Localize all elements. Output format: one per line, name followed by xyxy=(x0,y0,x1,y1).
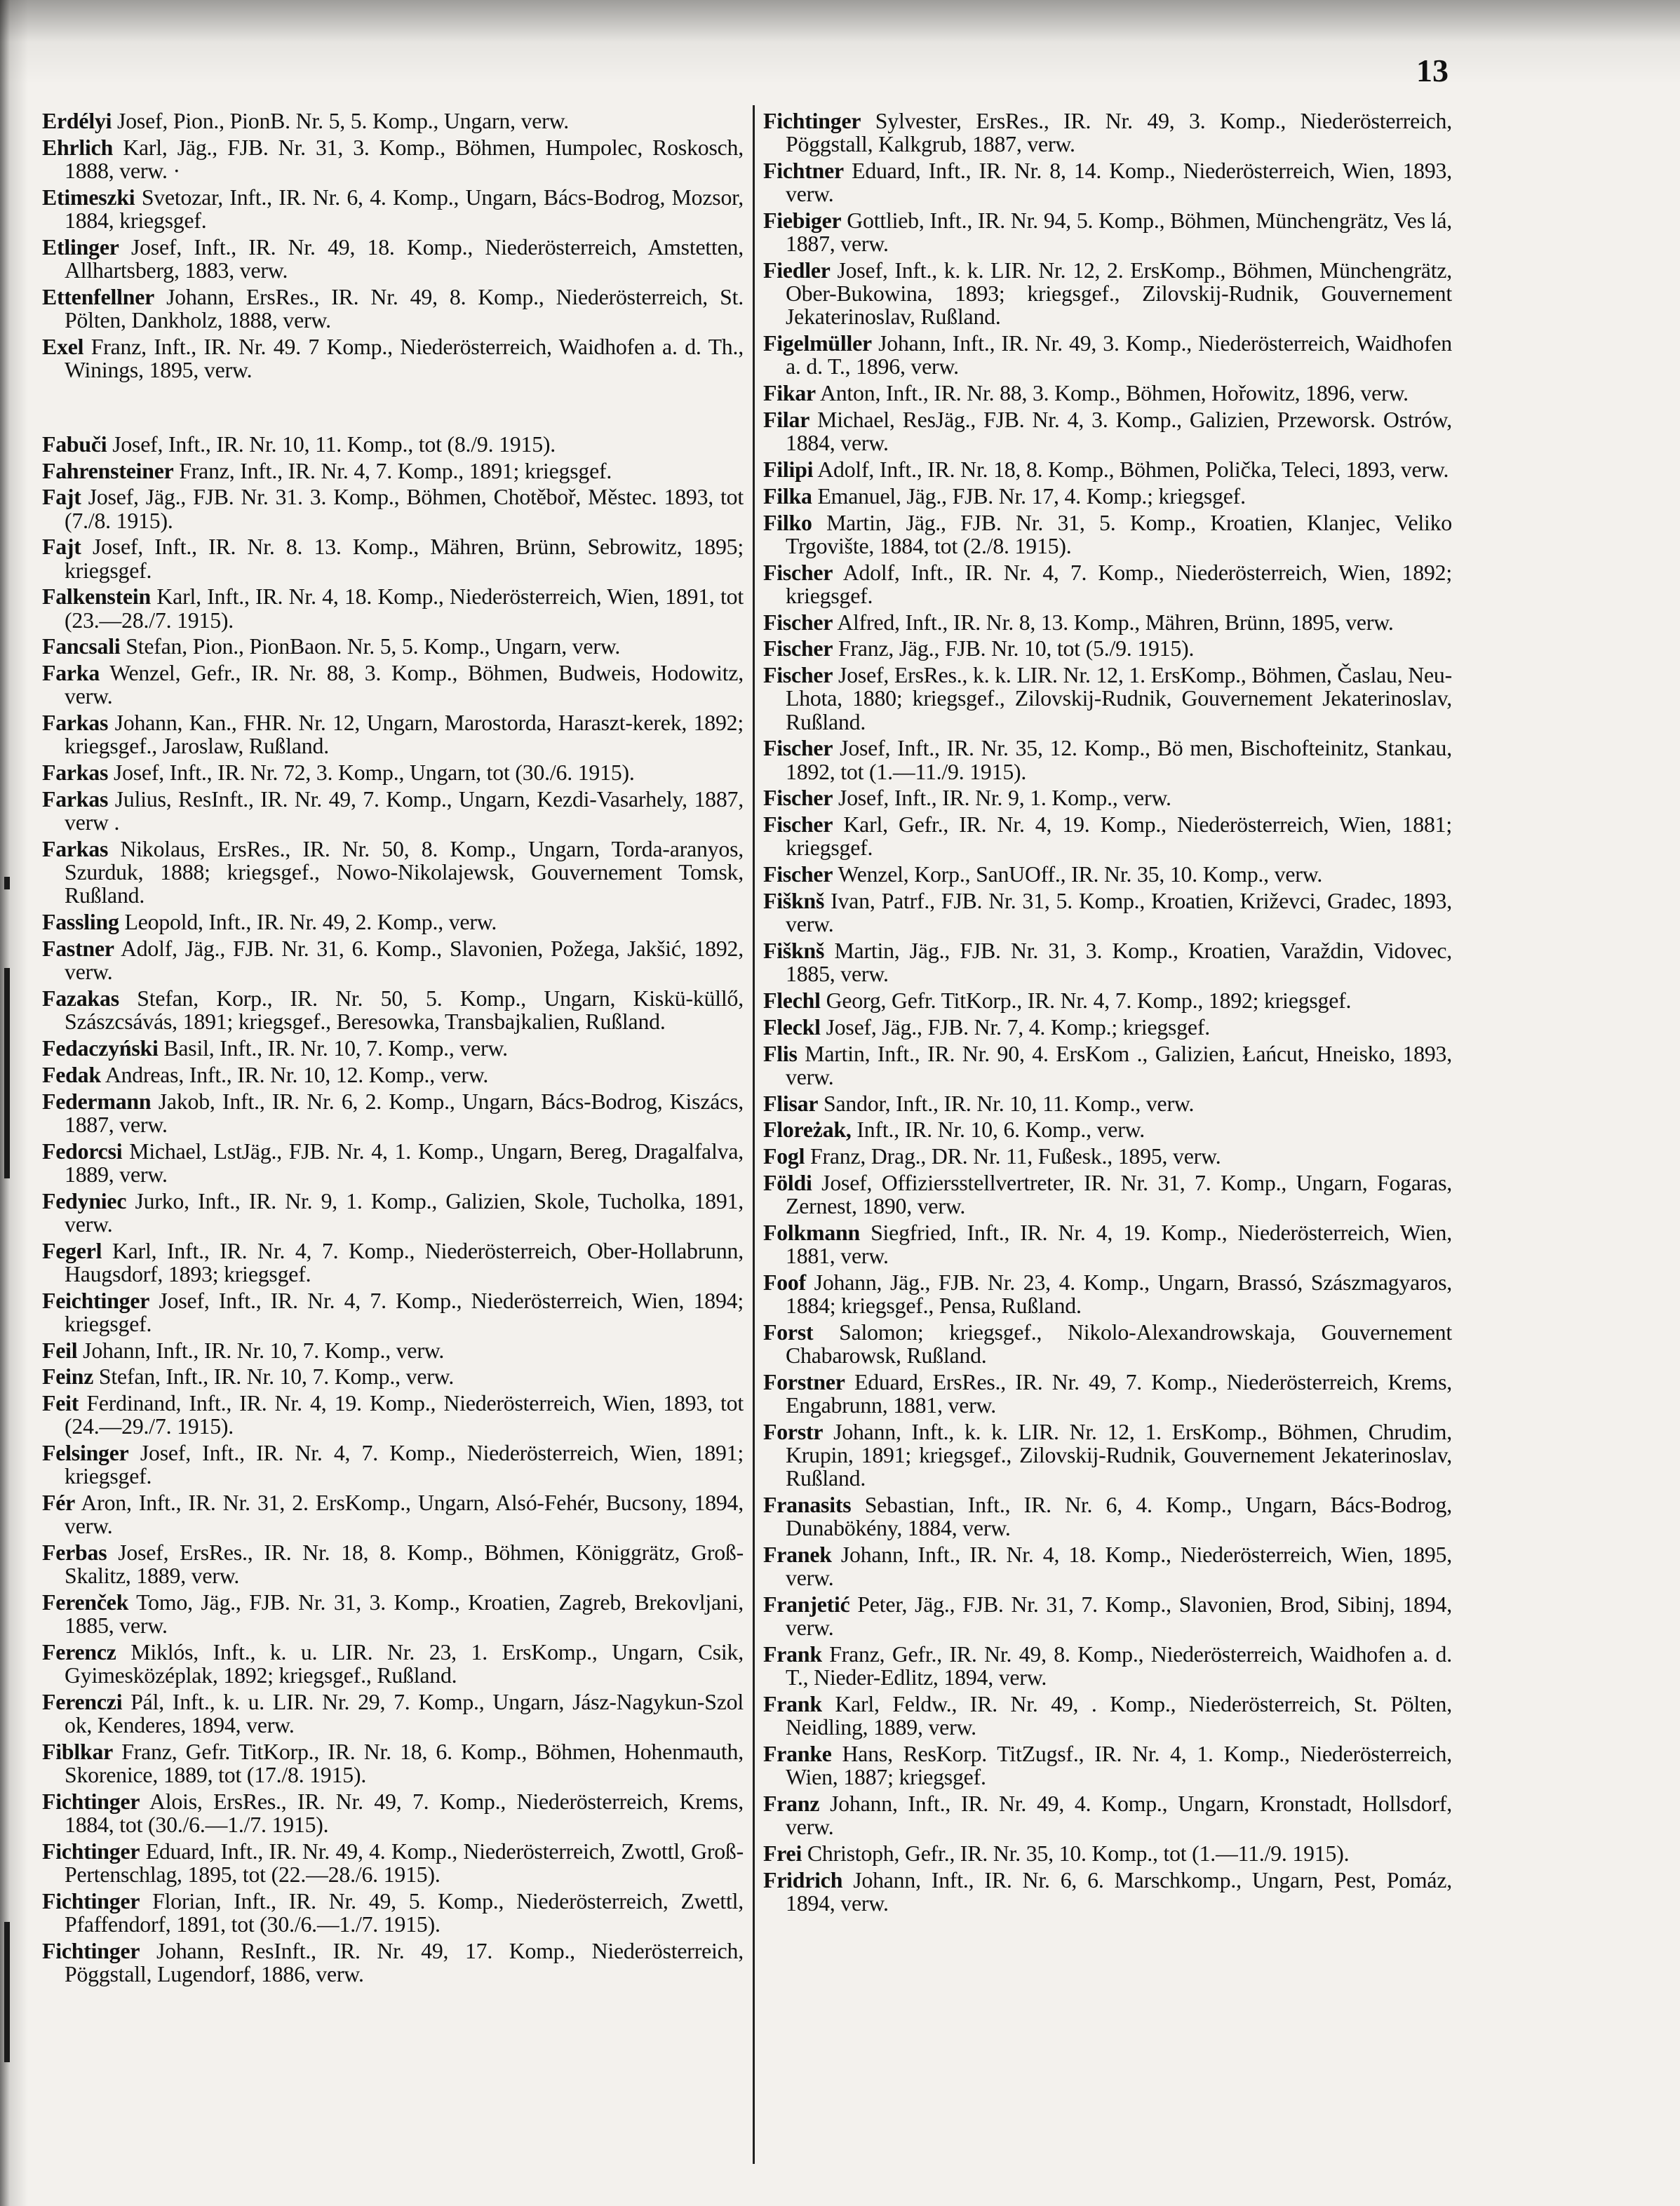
register-entry xyxy=(763,1792,1452,1838)
entry-details: Svetozar, Inft., IR. Nr. 6, 4. Komp., Ungarn, Bács-Bodrog, Mozsor, 1884, kriegsgef. xyxy=(65,184,744,233)
register-entry xyxy=(763,939,1452,986)
entry-surname: Fišknš xyxy=(763,888,825,913)
register-entry xyxy=(763,1092,1452,1115)
entry-surname: Fiedler xyxy=(763,258,831,283)
entry-details: Jakob, Inft., IR. Nr. 6, 2. Komp., Ungarn, Bács-Bodrog, Kiszács, 1887, verw. xyxy=(65,1089,744,1137)
register-entry xyxy=(42,1289,744,1336)
entry-details: Johann, Inft., IR. Nr. 49, 3. Komp., Niederösterreich, Waidhofen a. d. T., 1896, verw. xyxy=(786,331,1452,379)
register-entry xyxy=(763,1016,1452,1039)
entry-surname: Ehrlich xyxy=(42,135,114,160)
entry-surname: Fleckl xyxy=(763,1014,821,1040)
entry-details: Leopold, Inft., IR. Nr. 49, 2. Komp., verw. xyxy=(124,910,497,935)
register-entry xyxy=(763,737,1452,783)
entry-surname: Fedyniec xyxy=(42,1188,127,1213)
register-entry xyxy=(42,535,744,581)
entry-details: Josef, Inft., IR. Nr. 4, 7. Komp., Niederösterreich, Wien, 1894; kriegsgef. xyxy=(65,1288,744,1336)
register-entry xyxy=(763,1693,1452,1739)
right-column xyxy=(763,109,1452,1918)
entry-details: Siegfried, Inft., IR. Nr. 4, 19. Komp., Niederösterreich, Wien, 1881, verw. xyxy=(786,1220,1453,1269)
entry-surname: Farkas xyxy=(42,760,109,786)
register-entry xyxy=(42,1591,744,1637)
entry-details: Eduard, Inft., IR. Nr. 8, 14. Komp., Niederösterreich, Wien, 1893, verw. xyxy=(786,159,1453,207)
register-entry xyxy=(42,485,744,532)
register-entry xyxy=(42,1190,744,1236)
entry-surname: Fahrensteiner xyxy=(42,458,174,483)
entry-details: Miklós, Inft., k. u. LIR. Nr. 23, 1. ErsKomp., Ungarn, Csik, Gyimesközéplak, 1892; kriegsgef., Rußland. xyxy=(65,1640,744,1688)
entry-surname: Fichtinger xyxy=(42,1889,140,1914)
register-entry xyxy=(763,813,1452,859)
register-entry xyxy=(763,159,1452,206)
entry-details: Josef, Inft., IR. Nr. 10, 11. Komp., tot (8./9. 1915). xyxy=(112,431,556,457)
entry-surname: Fiblkar xyxy=(42,1740,114,1765)
register-entry xyxy=(42,937,744,983)
entry-details: Johann, Jäg., FJB. Nr. 23, 4. Komp., Ungarn, Brassó, Szászmagyaros, 1884; kriegsgef., Pensa, Rußland. xyxy=(786,1270,1452,1319)
register-entry xyxy=(763,1643,1452,1689)
entry-details: Johann, Inft., IR. Nr. 49, 4. Komp., Ungarn, Kronstadt, Hollsdorf, verw. xyxy=(786,1791,1452,1840)
register-entry xyxy=(42,1840,744,1886)
entry-details: Wenzel, Korp., SanUOff., IR. Nr. 35, 10. Komp., verw. xyxy=(838,862,1323,887)
register-entry xyxy=(763,1221,1452,1267)
entry-surname: Fišknš xyxy=(763,938,825,963)
entry-details: Martin, Jäg., FJB. Nr. 31, 5. Komp., Kroatien, Klanjec, Veliko Trgovište, 1884, tot (2./8. 1915). xyxy=(786,510,1452,558)
register-entry xyxy=(763,1543,1452,1589)
register-entry xyxy=(763,1842,1452,1865)
entry-details: Emanuel, Jäg., FJB. Nr. 17, 4. Komp.; kriegsgef. xyxy=(817,483,1246,509)
entry-details: Josef, Inft., k. k. LIR. Nr. 12, 2. ErsKomp., Böhmen, Münchengrätz, Ober-Bukowina, 1893; kriegsgef., Zilovskij-Rudnik, Gouvernement Jekaterinoslav, Rußland. xyxy=(786,258,1453,330)
register-entry xyxy=(763,1271,1452,1317)
register-entry xyxy=(763,1145,1452,1168)
register-entry xyxy=(763,611,1452,634)
entry-surname: Forst xyxy=(763,1319,814,1345)
entry-surname: Fedorcsi xyxy=(42,1138,123,1164)
entry-surname: Franz xyxy=(763,1791,820,1817)
register-entry xyxy=(42,109,744,133)
entry-details: Josef, Jäg., FJB. Nr. 31. 3. Komp., Böhmen, Chotěboř, Městec. 1893, tot (7./8. 1915). xyxy=(65,485,744,533)
entry-details: Aron, Inft., IR. Nr. 31, 2. ErsKomp., Ungarn, Alsó-Fehér, Bucsony, 1894, verw. xyxy=(65,1491,744,1539)
entry-surname: Frank xyxy=(763,1642,822,1667)
register-entry xyxy=(42,285,744,332)
register-entry xyxy=(42,910,744,934)
entry-surname: Fiebiger xyxy=(763,208,842,233)
entry-surname: Etlinger xyxy=(42,234,119,260)
entry-surname: Fichtinger xyxy=(42,1789,140,1815)
register-entry xyxy=(763,637,1452,660)
entry-surname: Franjetić xyxy=(763,1592,850,1617)
entry-details: Josef, ErsRes., IR. Nr. 18, 8. Komp., Böhmen, Königgrätz, Groß-Skalitz, 1889, verw. xyxy=(65,1540,744,1589)
entry-details: Franz, Inft., IR. Nr. 49. 7 Komp., Niederösterreich, Waidhofen a. d. Th., Winings, 1895, verw. xyxy=(65,334,744,382)
entry-details: Stefan, Inft., IR. Nr. 10, 7. Komp., verw. xyxy=(98,1364,455,1390)
entry-details: Josef, Inft., IR. Nr. 72, 3. Komp., Ungarn, tot (30./6. 1915). xyxy=(113,760,635,786)
entry-details: Johann, Inft., IR. Nr. 4, 18. Komp., Niederösterreich, Wien, 1895, verw. xyxy=(786,1542,1452,1591)
entry-details: Anton, Inft., IR. Nr. 88, 3. Komp., Böhmen, Hořowitz, 1896, verw. xyxy=(819,381,1409,406)
register-entry xyxy=(763,332,1452,378)
entry-details: Basil, Inft., IR. Nr. 10, 7. Komp., verw. xyxy=(163,1035,508,1061)
entry-surname: Flis xyxy=(763,1041,798,1066)
entry-details: Johann, ResInft., IR. Nr. 49, 17. Komp., Niederösterreich, Pöggstall, Lugendorf, 1886, verw. xyxy=(65,1939,744,1987)
entry-details: Ivan, Patrf., FJB. Nr. 31, 5. Komp., Kroatien, Križevci, Gradec, 1893, verw. xyxy=(786,888,1452,937)
entry-details: Michael, LstJäg., FJB. Nr. 4, 1. Komp., Ungarn, Bereg, Dragalfalva, 1889, verw. xyxy=(65,1138,744,1187)
entry-details: Martin, Inft., IR. Nr. 90, 4. ErsKom ., Galizien, Łańcut, Hneisko, 1893, verw. xyxy=(786,1041,1453,1089)
register-entry xyxy=(42,1037,744,1060)
entry-surname: Farkas xyxy=(42,786,109,812)
register-entry xyxy=(42,1365,744,1388)
entry-surname: Fischer xyxy=(763,786,833,811)
register-entry xyxy=(42,1239,744,1286)
entry-surname: Fischer xyxy=(763,812,833,838)
register-entry xyxy=(42,1740,744,1787)
register-entry xyxy=(42,1392,744,1438)
register-entry xyxy=(42,838,744,908)
entry-details: Peter, Jäg., FJB. Nr. 31, 7. Komp., Slavonien, Brod, Sibinj, 1894, verw. xyxy=(786,1592,1453,1641)
entry-details: Karl, Feldw., IR. Nr. 49, . Komp., Niederösterreich, St. Pölten, Neidling, 1889, verw. xyxy=(786,1692,1453,1740)
entry-surname: Franek xyxy=(763,1542,832,1568)
register-entry xyxy=(42,661,744,708)
entry-details: Inft., IR. Nr. 10, 6. Komp., verw. xyxy=(856,1117,1145,1143)
register-entry xyxy=(763,1420,1452,1491)
register-entry xyxy=(763,259,1452,329)
entry-surname: Franke xyxy=(763,1742,832,1767)
register-entry xyxy=(42,1491,744,1538)
page-number: 13 xyxy=(1416,53,1449,88)
entry-surname: Fikar xyxy=(763,381,816,406)
entry-surname: Floreżak, xyxy=(763,1117,852,1143)
entry-details: Adolf, Jäg., FJB. Nr. 31, 6. Komp., Slavonien, Požega, Jakšić, 1892, verw. xyxy=(65,936,744,985)
entry-surname: Frei xyxy=(763,1841,802,1867)
entry-surname: Fischer xyxy=(763,560,833,585)
register-entry xyxy=(763,1042,1452,1089)
entry-surname: Fancsali xyxy=(42,634,121,659)
register-entry xyxy=(763,1593,1452,1639)
entry-surname: Fabuči xyxy=(42,431,107,457)
register-entry xyxy=(763,485,1452,508)
entry-details: Georg, Gefr. TitKorp., IR. Nr. 4, 7. Komp., 1892; kriegsgef. xyxy=(826,988,1352,1013)
register-entry xyxy=(763,664,1452,734)
entry-surname: Felsinger xyxy=(42,1441,129,1466)
entry-surname: Feit xyxy=(42,1391,79,1416)
register-entry xyxy=(42,236,744,282)
entry-details: Sylvester, ErsRes., IR. Nr. 49, 3. Komp., Niederösterreich, Pöggstall, Kalkgrub, 1887, verw. xyxy=(786,109,1452,157)
register-entry xyxy=(42,1641,744,1687)
entry-surname: Ettenfellner xyxy=(42,284,155,309)
entry-details: Ferdinand, Inft., IR. Nr. 4, 19. Komp., Niederösterreich, Wien, 1893, tot (24.—29./7. 1915). xyxy=(65,1391,744,1439)
entry-details: Franz, Jäg., FJB. Nr. 10, tot (5./9. 1915). xyxy=(838,636,1195,661)
entry-surname: Fridrich xyxy=(763,1867,843,1892)
entry-details: Stefan, Pion., PionBaon. Nr. 5, 5. Komp., Ungarn, verw. xyxy=(126,634,621,659)
entry-surname: Figelmüller xyxy=(763,331,872,356)
entry-surname: Fastner xyxy=(42,936,114,961)
entry-surname: Folkmann xyxy=(763,1220,860,1245)
entry-surname: Fedaczyński xyxy=(42,1035,159,1061)
entry-details: Franz, Gefr. TitKorp., IR. Nr. 18, 6. Komp., Böhmen, Hohenmauth, Skorenice, 1889, tot (17./8. 1915). xyxy=(65,1740,744,1788)
entry-details: Julius, ResInft., IR. Nr. 49, 7. Komp., Ungarn, Kezdi-Vasarhely, 1887, verw . xyxy=(65,786,744,835)
entry-surname: Földi xyxy=(763,1170,812,1195)
entry-surname: Fajt xyxy=(42,485,81,510)
register-entry xyxy=(763,989,1452,1012)
register-entry xyxy=(42,335,744,382)
register-entry xyxy=(42,433,744,456)
register-entry xyxy=(763,889,1452,936)
entry-surname: Frank xyxy=(763,1692,822,1717)
entry-details: Gottlieb, Inft., IR. Nr. 94, 5. Komp., Böhmen, Münchengrätz, Ves lá, 1887, verw. xyxy=(786,208,1453,257)
entry-surname: Fichtinger xyxy=(42,1939,140,1964)
register-entry xyxy=(42,987,744,1033)
left-column xyxy=(42,109,744,1989)
entry-details: Franz, Drag., DR. Nr. 11, Fußesk., 1895, verw. xyxy=(810,1144,1221,1169)
register-entry xyxy=(763,1493,1452,1540)
entry-details: Karl, Gefr., IR. Nr. 4, 19. Komp., Niederösterreich, Wien, 1881; kriegsgef. xyxy=(786,812,1453,861)
entry-surname: Franasits xyxy=(763,1493,852,1518)
entry-details: Josef, Inft., IR. Nr. 49, 18. Komp., Niederösterreich, Amstetten, Allhartsberg, 1883, verw. xyxy=(65,234,744,283)
entry-details: Martin, Jäg., FJB. Nr. 31, 3. Komp., Kroatien, Varaždin, Vidovec, 1885, verw. xyxy=(786,938,1453,987)
register-entry xyxy=(42,1140,744,1186)
entry-details: Florian, Inft., IR. Nr. 49, 5. Komp., Niederösterreich, Zwettl, Pfaffendorf, 1891, tot (30./6.—1./7. 1915). xyxy=(65,1889,744,1937)
register-entry xyxy=(42,1790,744,1836)
entry-details: Sebastian, Inft., IR. Nr. 6, 4. Komp., Ungarn, Bács-Bodrog, Dunabökény, 1884, verw. xyxy=(786,1493,1453,1541)
entry-details: Pál, Inft., k. u. LIR. Nr. 29, 7. Komp., Ungarn, Jász-Nagykun-Szol ok, Kenderes, 1894, verw. xyxy=(65,1690,744,1738)
register-entry xyxy=(42,711,744,758)
register-entry xyxy=(42,761,744,784)
entry-surname: Fér xyxy=(42,1491,76,1516)
register-entry xyxy=(42,1339,744,1362)
entry-surname: Ferenček xyxy=(42,1590,129,1615)
entry-surname: Filipi xyxy=(763,457,814,482)
register-entry xyxy=(42,459,744,483)
entry-details: Josef, Inft., IR. Nr. 4, 7. Komp., Niederösterreich, Wien, 1891; kriegsgef. xyxy=(65,1441,744,1489)
entry-details: Franz, Gefr., IR. Nr. 49, 8. Komp., Niederösterreich, Waidhofen a. d. T., Nieder-Edlitz, 1894, verw. xyxy=(786,1642,1452,1690)
entry-surname: Farkas xyxy=(42,711,109,736)
register-entry xyxy=(42,1939,744,1986)
entry-details: Hans, ResKorp. TitZugsf., IR. Nr. 4, 1. Komp., Niederösterreich, Wien, 1887; kriegsgef. xyxy=(786,1742,1452,1790)
register-entry xyxy=(763,1869,1452,1915)
register-entry xyxy=(42,788,744,834)
entry-surname: Exel xyxy=(42,334,84,359)
register-entry xyxy=(763,511,1452,558)
entry-details: Adolf, Inft., IR. Nr. 18, 8. Komp., Böhmen, Polička, Teleci, 1893, verw. xyxy=(817,457,1449,482)
entry-surname: Fischer xyxy=(763,636,833,661)
entry-details: Eduard, ErsRes., IR. Nr. 49, 7. Komp., Niederösterreich, Krems, Engabrunn, 1881, verw. xyxy=(786,1369,1452,1418)
entry-details: Alfred, Inft., IR. Nr. 8, 13. Komp., Mähren, Brünn, 1895, verw. xyxy=(837,610,1394,635)
entry-surname: Ferencz xyxy=(42,1640,116,1665)
register-entry xyxy=(763,109,1452,156)
entry-surname: Farkas xyxy=(42,836,109,861)
entry-surname: Fischer xyxy=(763,610,833,635)
entry-details: Josef, Jäg., FJB. Nr. 7, 4. Komp.; kriegsgef. xyxy=(826,1014,1210,1040)
entry-details: Andreas, Inft., IR. Nr. 10, 12. Komp., verw. xyxy=(105,1062,489,1087)
entry-surname: Foof xyxy=(763,1270,807,1295)
register-entry xyxy=(763,1371,1452,1417)
entry-surname: Farka xyxy=(42,661,100,686)
entry-details: Josef, Inft., IR. Nr. 8. 13. Komp., Mähren, Brünn, Sebrowitz, 1895; kriegsgef. xyxy=(65,534,744,583)
register-entry xyxy=(42,1690,744,1737)
margin-mark xyxy=(4,877,10,889)
register-entry xyxy=(42,585,744,631)
register-entry xyxy=(763,1321,1452,1367)
register-entry xyxy=(42,136,744,182)
entry-surname: Flisar xyxy=(763,1091,819,1116)
entry-details: Johann, Inft., k. k. LIR. Nr. 12, 1. ErsKomp., Böhmen, Chrudim, Krupin, 1891; kriegsgef., Zilovskij-Rudnik, Gouvernement Jekaterinoslav, Rußland. xyxy=(786,1419,1452,1491)
entry-surname: Filar xyxy=(763,408,810,432)
entry-surname: Forstner xyxy=(763,1369,845,1394)
register-entry xyxy=(42,186,744,232)
register-entry xyxy=(763,561,1452,607)
entry-details: Christoph, Gefr., IR. Nr. 35, 10. Komp., tot (1.—11./9. 1915). xyxy=(807,1841,1350,1867)
register-entry xyxy=(763,863,1452,886)
entry-details: Franz, Inft., IR. Nr. 4, 7. Komp., 1891; kriegsgef. xyxy=(179,458,612,483)
entry-surname: Fajt xyxy=(42,534,81,560)
entry-details: Michael, ResJäg., FJB. Nr. 4, 3. Komp., Galizien, Przeworsk. Ostrów, 1884, verw. xyxy=(786,408,1452,456)
entry-details: Josef, ErsRes., k. k. LIR. Nr. 12, 1. ErsKomp., Böhmen, Časlau, Neu-Lhota, 1880; kriegsgef., Zilovskij-Rudnik, Gouvernement Jekaterinoslav, Rußland. xyxy=(786,663,1452,734)
entry-surname: Falkenstein xyxy=(42,584,152,610)
column-divider xyxy=(753,105,755,2164)
margin-mark xyxy=(4,968,10,1178)
entry-surname: Fazakas xyxy=(42,986,119,1011)
entry-surname: Filka xyxy=(763,483,812,509)
entry-surname: Fegerl xyxy=(42,1238,102,1263)
entry-surname: Feil xyxy=(42,1338,78,1363)
entry-details: Alois, ErsRes., IR. Nr. 49, 7. Komp., Niederösterreich, Krems, 1884, tot (30./6.—1./7. 1915). xyxy=(65,1789,744,1838)
entry-details: Wenzel, Gefr., IR. Nr. 88, 3. Komp., Böhmen, Budweis, Hodowitz, verw. xyxy=(65,661,744,709)
register-entry xyxy=(763,382,1452,405)
entry-details: Karl, Inft., IR. Nr. 4, 7. Komp., Niederösterreich, Ober-Hollabrunn, Haugsdorf, 1893; kriegsgef. xyxy=(65,1238,744,1286)
entry-details: Salomon; kriegsgef., Nikolo-Alexandrowskaja, Gouvernement Chabarowsk, Rußland. xyxy=(786,1319,1452,1368)
entry-surname: Filko xyxy=(763,510,812,535)
register-entry xyxy=(763,408,1452,455)
entry-details: Josef, Inft., IR. Nr. 35, 12. Komp., Bö men, Bischofteinitz, Stankau, 1892, tot (1.—11./9. 1915). xyxy=(786,736,1453,784)
letter-gap xyxy=(42,385,744,433)
entry-details: Karl, Jäg., FJB. Nr. 31, 3. Komp., Böhmen, Humpolec, Roskosch, 1888, verw. · xyxy=(65,135,744,183)
entry-surname: Fassling xyxy=(42,910,119,935)
register-entry xyxy=(42,1890,744,1936)
entry-details: Johann, Inft., IR. Nr. 10, 7. Komp., verw. xyxy=(83,1338,445,1363)
entry-surname: Fischer xyxy=(763,736,833,761)
register-entry xyxy=(763,458,1452,481)
entry-surname: Ferbas xyxy=(42,1540,107,1566)
entry-surname: Ferenczi xyxy=(42,1690,123,1715)
entry-details: Johann, ErsRes., IR. Nr. 49, 8. Komp., Niederösterreich, St. Pölten, Dankholz, 1888, verw. xyxy=(65,284,744,332)
entry-details: Adolf, Inft., IR. Nr. 4, 7. Komp., Niederösterreich, Wien, 1892; kriegsgef. xyxy=(786,560,1452,608)
entry-details: Josef, Inft., IR. Nr. 9, 1. Komp., verw. xyxy=(838,786,1171,811)
entry-details: Jurko, Inft., IR. Nr. 9, 1. Komp., Galizien, Skole, Tucholka, 1891, verw. xyxy=(65,1188,744,1237)
entry-details: Josef, Pion., PionB. Nr. 5, 5. Komp., Ungarn, verw. xyxy=(117,109,570,133)
entry-surname: Fichtner xyxy=(763,159,844,183)
register-entry xyxy=(763,1742,1452,1789)
register-entry xyxy=(42,1090,744,1136)
register-entry xyxy=(763,1171,1452,1218)
register-entry xyxy=(763,1118,1452,1141)
entry-surname: Federmann xyxy=(42,1089,152,1114)
entry-details: Karl, Inft., IR. Nr. 4, 18. Komp., Niederösterreich, Wien, 1891, tot (23.—28./7. 1915). xyxy=(65,584,744,633)
entry-surname: Erdélyi xyxy=(42,109,112,133)
entry-surname: Etimeszki xyxy=(42,184,135,210)
entry-surname: Forstr xyxy=(763,1419,824,1444)
entry-surname: Feinz xyxy=(42,1364,94,1390)
entry-details: Sandor, Inft., IR. Nr. 10, 11. Komp., verw. xyxy=(824,1091,1195,1116)
entry-details: Josef, Offiziersstellvertreter, IR. Nr. 31, 7. Komp., Ungarn, Fogaras, Zernest, 1890, verw. xyxy=(786,1170,1453,1219)
entry-surname: Flechl xyxy=(763,988,821,1013)
entry-surname: Fischer xyxy=(763,862,833,887)
entry-surname: Fogl xyxy=(763,1144,805,1169)
entry-surname: Fedak xyxy=(42,1062,101,1087)
entry-details: Stefan, Korp., IR. Nr. 50, 5. Komp., Ungarn, Kiskü-küllő, Szászcsávás, 1891; kriegsgef., Beresowka, Transbajkalien, Rußland. xyxy=(65,986,744,1035)
entry-details: Tomo, Jäg., FJB. Nr. 31, 3. Komp., Kroatien, Zagreb, Brekovljani, 1885, verw. xyxy=(65,1590,744,1639)
entry-details: Johann, Kan., FHR. Nr. 12, Ungarn, Marostorda, Haraszt-kerek, 1892; kriegsgef., Jaroslaw, Rußland. xyxy=(65,711,744,759)
entry-details: Eduard, Inft., IR. Nr. 49, 4. Komp., Niederösterreich, Zwottl, Groß-Pertenschlag, 1895, tot (22.—28./6. 1915). xyxy=(65,1839,744,1888)
register-entry xyxy=(42,635,744,658)
entry-surname: Fichtinger xyxy=(42,1839,140,1864)
entry-details: Nikolaus, ErsRes., IR. Nr. 50, 8. Komp., Ungarn, Torda-aranyos, Szurduk, 1888; kriegsgef., Nowo-Nikolajewsk, Gouvernement Tomsk, Rußland. xyxy=(65,836,744,908)
entry-surname: Feichtinger xyxy=(42,1288,150,1313)
entry-details: Johann, Inft., IR. Nr. 6, 6. Marschkomp., Ungarn, Pest, Pomáz, 1894, verw. xyxy=(786,1867,1453,1916)
entry-surname: Fichtinger xyxy=(763,109,861,133)
register-entry xyxy=(763,786,1452,809)
entry-surname: Fischer xyxy=(763,663,833,688)
register-entry xyxy=(42,1441,744,1488)
register-entry xyxy=(42,1541,744,1587)
register-entry xyxy=(763,209,1452,255)
margin-mark xyxy=(4,1922,10,2062)
register-entry xyxy=(42,1063,744,1087)
